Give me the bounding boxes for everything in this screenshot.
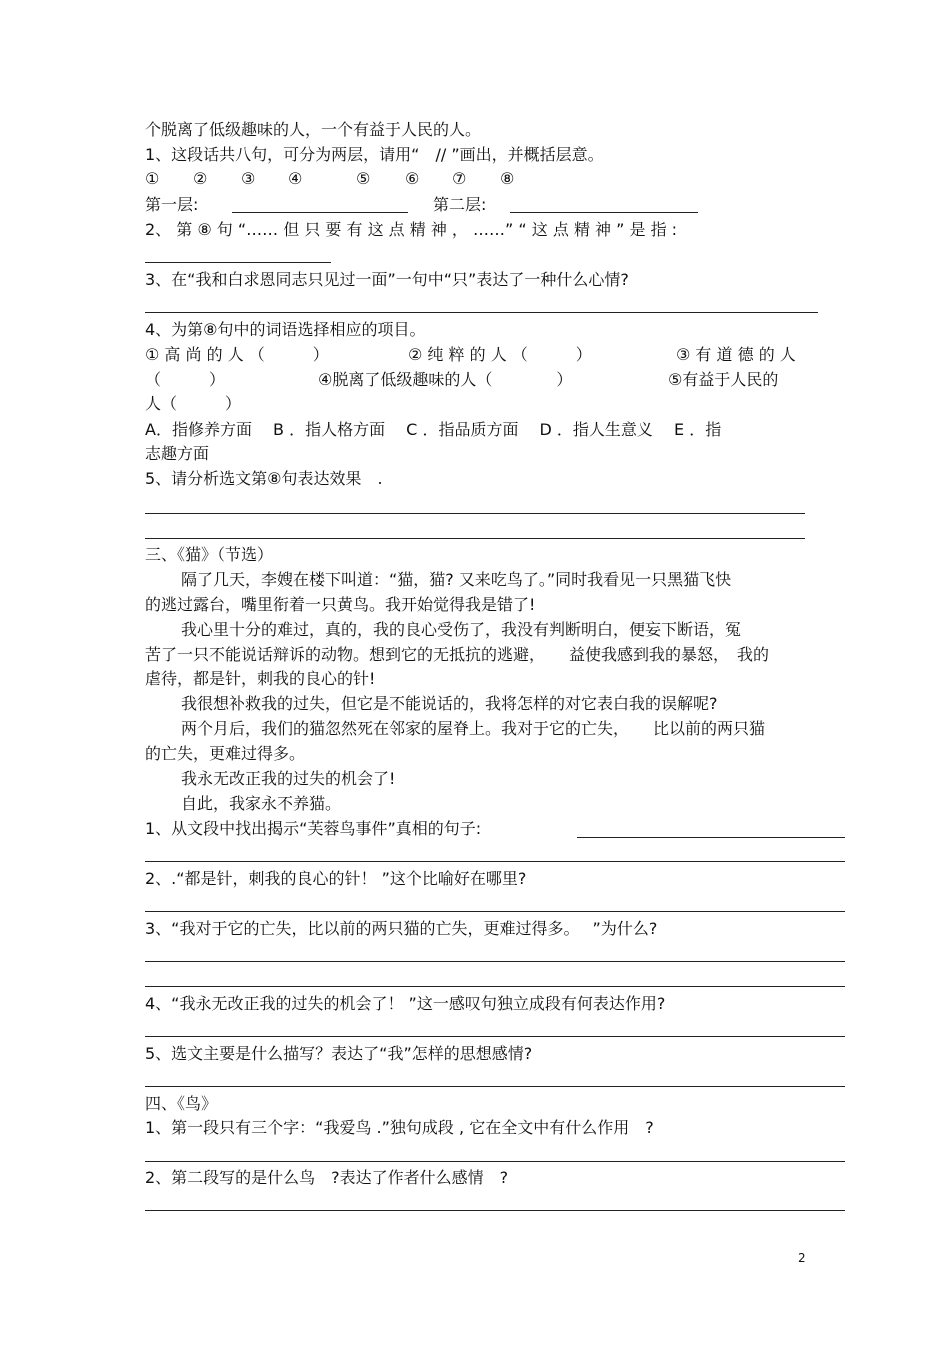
sec2-question-1: 1、这段话共八句，可分为两层，请用“ // ”画出，并概括层意。: [145, 145, 604, 164]
layer-2-label: 第二层:: [433, 195, 487, 214]
sec4-q2-answer-line[interactable]: [145, 1210, 845, 1211]
layer-2-answer-line[interactable]: [510, 212, 698, 213]
passage-paragraph: 隔了几天，李嫂在楼下叫道：“猫，猫? 又来吃鸟了。”同时我看见一只黑猫飞快: [181, 570, 732, 589]
sentence-marker-1: ①: [145, 169, 160, 188]
sec2-question-4: 4、为第⑧句中的词语选择相应的项目。: [145, 320, 426, 339]
q4-item-3-blank: （ ）: [145, 370, 226, 389]
sec3-question-1: 1、从文段中找出揭示“芙蓉鸟事件”真相的句子:: [145, 819, 482, 838]
q4-options: A．指修养方面 B ．指人格方面 C ．指品质方面 D ．指人生意义 E ．指: [145, 420, 722, 439]
sec3-question-4: 4、“我永无改正我的过失的机会了！ ”这一感叹句独立成段有何表达作用?: [145, 994, 666, 1013]
sec3-question-5: 5、选文主要是什么描写？表达了“我”怎样的思想感情?: [145, 1044, 533, 1063]
section-3-title: 三、《猫》（节选）: [145, 545, 274, 564]
sec3-q3-answer-line-2[interactable]: [145, 986, 845, 987]
q3-answer-line[interactable]: [145, 312, 818, 313]
sec4-question-2: 2、第二段写的是什么鸟 ?表达了作者什么感情 ?: [145, 1168, 509, 1187]
sentence-marker-5: ⑤: [356, 169, 371, 188]
sec3-question-2: 2、.“都是针，刺我的良心的针！ ”这个比喻好在哪里?: [145, 869, 527, 888]
q5-answer-line-2[interactable]: [145, 538, 805, 539]
sentence-marker-7: ⑦: [452, 169, 467, 188]
sec4-question-1: 1、第一段只有三个字：“我爱鸟 .”独句成段 , 它在全文中有什么作用 ?: [145, 1118, 654, 1137]
sec3-q2-answer-line[interactable]: [145, 911, 845, 912]
intro-tail: 个脱离了低级趣味的人，一个有益于人民的人。: [145, 120, 482, 139]
sentence-marker-4: ④: [288, 169, 303, 188]
page-number: 2: [798, 1251, 806, 1265]
sec4-q1-answer-line[interactable]: [145, 1161, 845, 1162]
sec3-question-3: 3、“我对于它的亡失，比以前的两只猫的亡失，更难过得多。 ”为什么?: [145, 919, 658, 938]
sentence-marker-3: ③: [241, 169, 256, 188]
passage-paragraph: 两个月后，我们的猫忽然死在邻家的屋脊上。我对于它的亡失， 比以前的两只猫: [181, 719, 766, 738]
q2-answer-line[interactable]: [145, 262, 331, 263]
sentence-marker-2: ②: [193, 169, 208, 188]
q4-item-1: ① 高 尚 的 人 （ ）: [145, 345, 329, 364]
passage-paragraph: 我永无改正我的过失的机会了!: [181, 769, 396, 788]
sec3-q5-answer-line[interactable]: [145, 1086, 845, 1087]
sec3-q1-answer-line-2[interactable]: [145, 861, 845, 862]
layer-1-answer-line[interactable]: [232, 212, 408, 213]
q5-answer-line-1[interactable]: [145, 513, 805, 514]
q4-item-3: ③ 有 道 德 的 人: [676, 345, 796, 364]
sentence-marker-6: ⑥: [405, 169, 420, 188]
passage-paragraph-cont: 的亡失，更难过得多。: [145, 744, 306, 763]
passage-paragraph-cont: 的逃过露台，嘴里衔着一只黄鸟。我开始觉得我是错了!: [145, 595, 536, 614]
sec2-question-2: 2、 第 ⑧ 句 “…… 但 只 要 有 这 点 精 神 ， ……” “ 这 点 精 神 ” 是 指 :: [145, 220, 678, 239]
sentence-marker-8: ⑧: [500, 169, 515, 188]
q4-item-2: ② 纯 粹 的 人 （ ）: [408, 345, 592, 364]
passage-paragraph: 自此，我家永不养猫。: [181, 794, 342, 813]
passage-paragraph: 我很想补救我的过失，但它是不能说话的，我将怎样的对它表白我的误解呢?: [181, 694, 718, 713]
q4-item-5: ⑤有益于人民的: [668, 370, 779, 389]
layer-1-label: 第一层:: [145, 195, 199, 214]
sec3-q4-answer-line[interactable]: [145, 1036, 845, 1037]
passage-paragraph-cont: 苦了一只不能说话辩诉的动物。想到它的无抵抗的逃避， 益使我感到我的暴怒， 我的: [145, 645, 770, 664]
q4-options-cont: 志趣方面: [145, 444, 210, 463]
sec3-q1-answer-line-1[interactable]: [577, 837, 845, 838]
sec3-q3-answer-line-1[interactable]: [145, 961, 845, 962]
sec2-question-3: 3、在“我和白求恩同志只见过一面”一句中“只”表达了一种什么心情?: [145, 270, 629, 289]
sec2-question-5: 5、请分析选文第⑧句表达效果 .: [145, 469, 383, 488]
q4-item-4: ④脱离了低级趣味的人（ ）: [318, 370, 573, 389]
passage-paragraph: 我心里十分的难过，真的，我的良心受伤了，我没有判断明白，便妄下断语，冤: [181, 620, 742, 639]
q4-item-5-blank: 人（ ）: [145, 394, 242, 413]
passage-paragraph-cont: 虐待，都是针，刺我的良心的针!: [145, 669, 376, 688]
section-4-title: 四、《鸟》: [145, 1094, 218, 1113]
